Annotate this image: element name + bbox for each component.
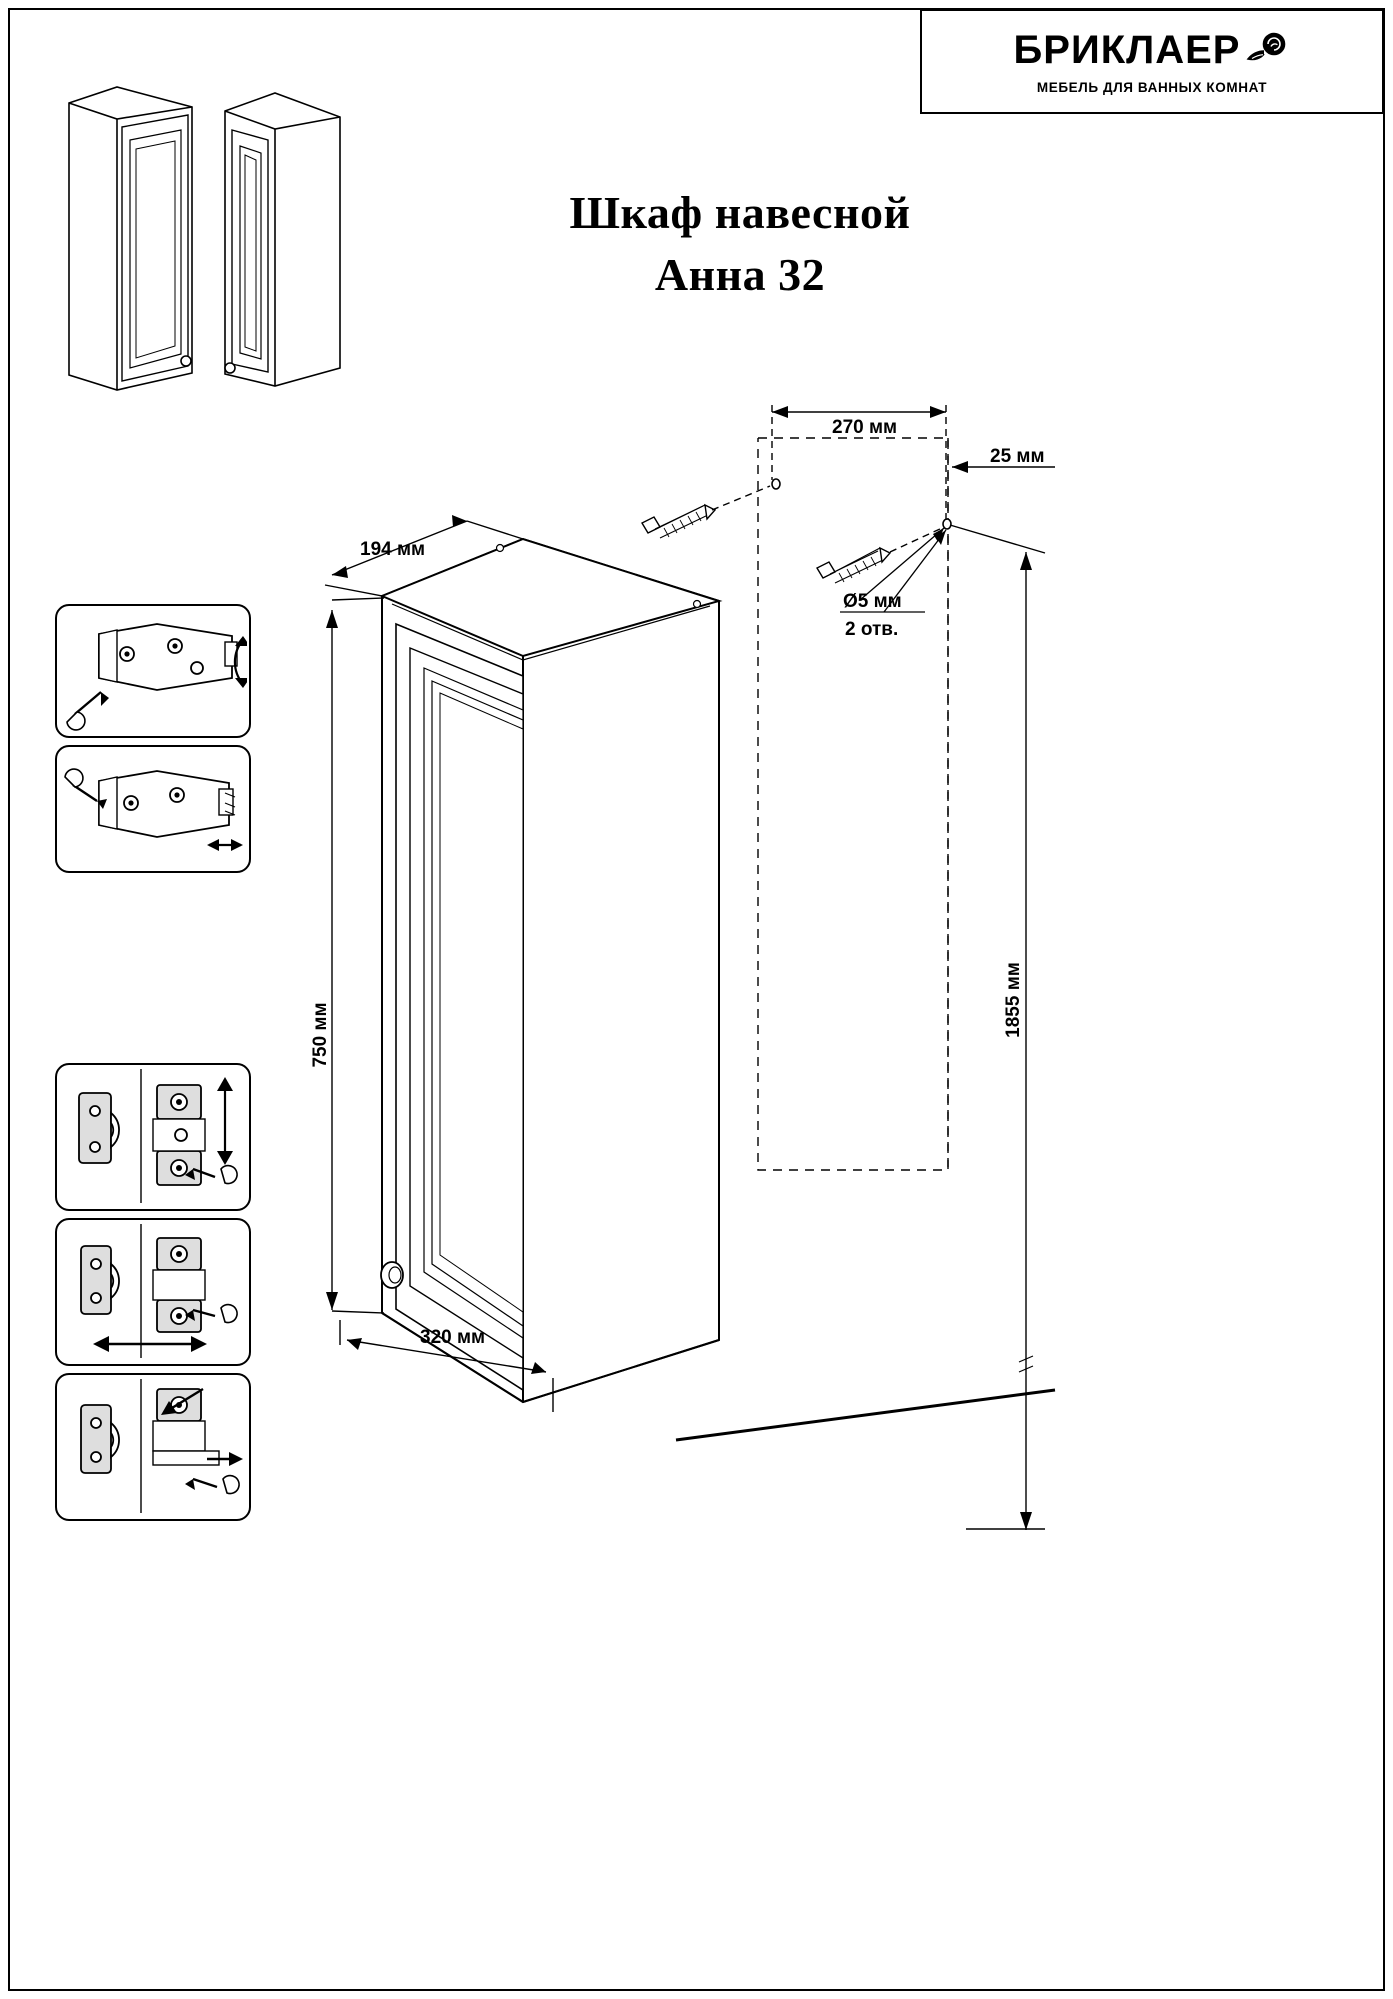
dimension-mount-offset-label: 25 мм	[990, 446, 1045, 467]
instruction-panel-hinge-mount-depth	[55, 1218, 251, 1366]
screw-lower	[817, 528, 942, 583]
dimension-depth-label: 194 мм	[360, 539, 426, 560]
cabinet-view-left	[69, 87, 192, 390]
screw-upper	[642, 486, 770, 538]
page-title-line2: Анна 32	[654, 248, 826, 300]
dimension-floor-height-label: 1855 мм	[1003, 962, 1024, 1038]
hole-diameter-label: Ø5 мм	[843, 591, 902, 612]
instruction-panel-hinge-mount-lateral	[55, 1373, 251, 1521]
brand-tagline: МЕБЕЛЬ ДЛЯ ВАННЫХ КОМНАТ	[1036, 79, 1268, 95]
cabinet-main-view	[381, 539, 719, 1402]
hinge-mount-depth-icon	[57, 1220, 247, 1362]
hinge-mount-lateral-icon	[57, 1375, 247, 1517]
cabinet-view-right	[225, 93, 340, 386]
dimension-floor-height	[950, 525, 1045, 1530]
dimension-width-label: 320 мм	[420, 1327, 486, 1348]
instruction-panel-hinge-adjust-vertical	[55, 604, 251, 738]
dimension-height	[326, 598, 384, 1313]
dimension-mount-span-label: 270 мм	[832, 417, 898, 438]
hinge-mount-height-icon	[57, 1065, 247, 1207]
page-title-line1: Шкаф навесной	[569, 187, 911, 238]
hinge-adjust-vertical-icon	[57, 606, 247, 734]
wall-mount-holes	[772, 479, 951, 529]
hole-count-label: 2 отв.	[845, 619, 899, 640]
wall-outline	[758, 438, 948, 1170]
instruction-panel-hinge-mount-height	[55, 1063, 251, 1211]
instruction-panel-hinge-adjust-depth	[55, 745, 251, 873]
dimension-height-label: 750 мм	[310, 1002, 331, 1068]
hinge-adjust-depth-icon	[57, 747, 247, 869]
floor-line	[676, 1390, 1055, 1440]
brand-name: БРИКЛАЕР	[1013, 28, 1241, 72]
